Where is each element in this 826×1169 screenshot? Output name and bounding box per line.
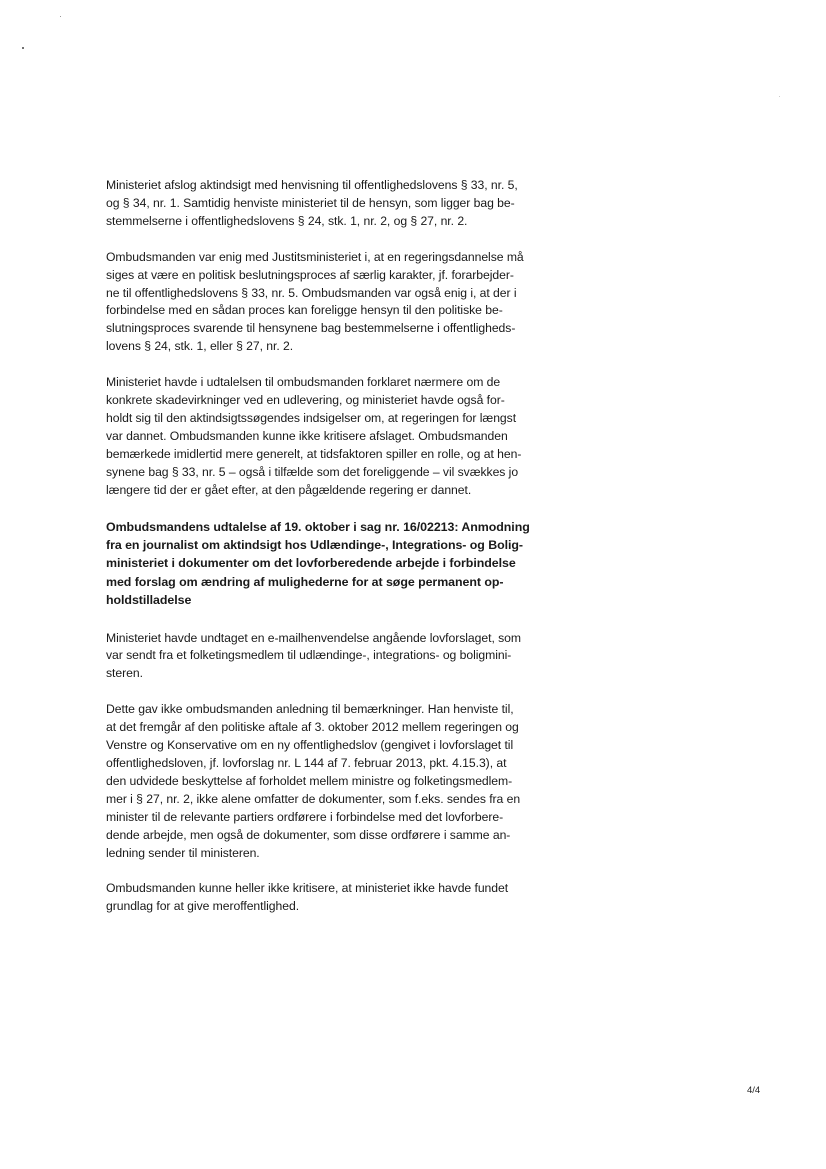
- text-line: dende arbejde, men også de dokumenter, som disse ordførere i samme an-: [106, 827, 511, 842]
- text-line: mer i § 27, nr. 2, ikke alene omfatter de dokumenter, som f.eks. sendes fra en: [106, 791, 521, 806]
- paragraph-political-agreement: [106, 701, 568, 862]
- text-line: siges at være en politisk beslutningsproces af særlig karakter, jf. forarbejder-: [106, 267, 514, 282]
- text-line: Ministeriet afslog aktindsigt med henvisning til offentlighedslovens § 33, nr. 5,: [106, 178, 518, 192]
- heading-line: holdstilladelse: [106, 593, 192, 608]
- text-line: forbindelse med en sådan proces kan foreligge hensyn til den politiske be-: [106, 303, 503, 318]
- document-body: [106, 177, 568, 934]
- text-line: Dette gav ikke ombudsmanden anledning til bemærkninger. Han henviste til,: [106, 702, 514, 717]
- text-line: konkrete skadevirkninger ved en udlevering, og ministeriet havde også for-: [106, 393, 505, 408]
- text-line: at det fremgår af den politiske aftale af 3. oktober 2012 mellem regeringen og: [106, 720, 519, 735]
- text-line: var dannet. Ombudsmanden kunne ikke kritisere afslaget. Ombudsmanden: [106, 428, 508, 443]
- text-line: længere tid der er gået efter, at den pågældende regering er dannet.: [106, 482, 472, 497]
- text-line: grundlag for at give meroffentlighed.: [106, 899, 300, 914]
- text-line: offentlighedsloven, jf. lovforslag nr. L 144 af 7. februar 2013, pkt. 4.15.3), at: [106, 755, 507, 770]
- paragraph-email-exempt: [106, 630, 568, 684]
- text-line: synene bag § 33, nr. 5 – også i tilfælde som det foreliggende – vil svækkes jo: [106, 464, 519, 479]
- scan-speck: [779, 96, 780, 97]
- heading-line: fra en journalist om aktindsigt hos Udlændinge-, Integrations- og Bolig-: [106, 537, 523, 552]
- section-heading: [106, 518, 568, 610]
- text-line: var sendt fra et folketingsmedlem til udlændinge-, integrations- og boligmini-: [106, 648, 512, 663]
- text-line: Ministeriet havde i udtalelsen til ombudsmanden forklaret nærmere om de: [106, 375, 501, 390]
- text-line: bemærkede imidlertid mere generelt, at tidsfaktoren spiller en rolle, og at hen-: [106, 446, 522, 461]
- text-line: den udvidede beskyttelse af forholdet mellem ministre og folketingsmedlem-: [106, 773, 513, 788]
- text-line: Venstre og Konservative om en ny offentlighedslov (gengivet i lovforslaget til: [106, 738, 514, 753]
- paragraph-ombudsman-agreement: [106, 249, 568, 356]
- paragraph-meroffentlighed: [106, 880, 568, 916]
- text-line: holdt sig til den aktindsigtssøgendes indsigelser om, at regeringen for længst: [106, 410, 517, 425]
- paragraph-refusal: [106, 177, 568, 231]
- heading-line: Ombudsmandens udtalelse af 19. oktober i sag nr. 16/02213: Anmodning: [106, 519, 530, 534]
- text-line: Ombudsmanden kunne heller ikke kritisere, at ministeriet ikke havde fundet: [106, 881, 509, 896]
- text-line: stemmelserne i offentlighedslovens § 24, stk. 1, nr. 2, og § 27, nr. 2.: [106, 213, 468, 228]
- paragraph-time-factor: [106, 374, 568, 499]
- text-line: slutningsproces svarende til hensynene bag bestemmelserne i offentligheds-: [106, 321, 516, 336]
- heading-line: ministeriet i dokumenter om det lovforberedende arbejde i forbindelse: [106, 556, 516, 571]
- scan-speck: [22, 47, 24, 49]
- text-line: lovens § 24, stk. 1, eller § 27, nr. 2.: [106, 339, 294, 354]
- text-line: ne til offentlighedslovens § 33, nr. 5. Ombudsmanden var også enig i, at der i: [106, 285, 517, 300]
- text-line: steren.: [106, 666, 143, 681]
- page-number: 4/4: [747, 1085, 761, 1096]
- text-line: minister til de relevante partiers ordførere i forbindelse med det lovforbere-: [106, 809, 504, 824]
- text-line: Ministeriet havde undtaget en e-mailhenvendelse angående lovforslaget, som: [106, 630, 522, 645]
- text-line: Ombudsmanden var enig med Justitsministeriet i, at en regeringsdannelse må: [106, 249, 524, 264]
- text-line: ledning sender til ministeren.: [106, 845, 260, 860]
- scan-speck: [60, 16, 61, 17]
- text-line: og § 34, nr. 1. Samtidig henviste ministeriet til de hensyn, som ligger bag be-: [106, 195, 515, 210]
- heading-line: med forslag om ændring af mulighederne for at søge permanent op-: [106, 574, 504, 589]
